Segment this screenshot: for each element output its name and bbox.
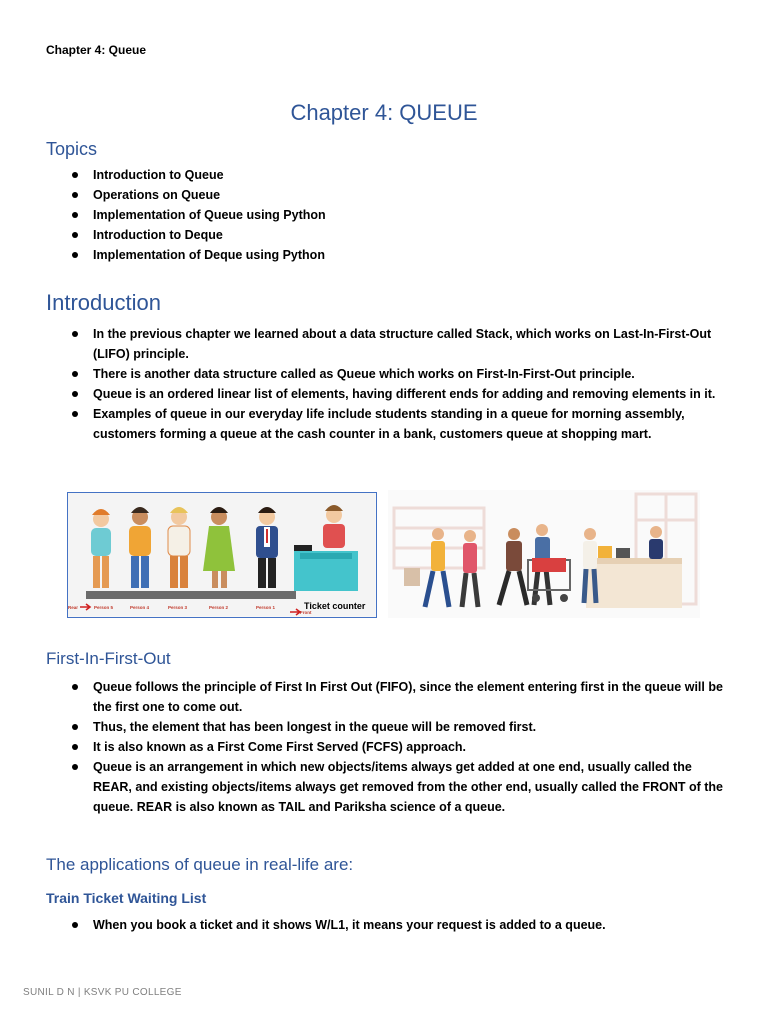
list-item: Examples of queue in our everyday life include students standing in a queue for morning assembly, customers forming a queue at the cash counter in a bank, customers queue at shopping mart. [93, 404, 733, 444]
fifo-list [93, 677, 733, 817]
list-item: When you book a ticket and it shows W/L1, it means your request is added to a queue. [93, 915, 733, 935]
shopping-mart-queue-illustration [388, 490, 700, 618]
person-2-label: Person 2 [209, 605, 229, 610]
list-item: Introduction to Deque [93, 225, 733, 245]
list-item: It is also known as a First Come First Served (FCFS) approach. [93, 737, 733, 757]
page-header: Chapter 4: Queue [46, 43, 147, 57]
person-3-label: Person 3 [168, 605, 188, 610]
list-item: Implementation of Deque using Python [93, 245, 733, 265]
list-item: Queue follows the principle of First In First Out (FIFO), since the element entering first in the queue will be the first one to come out. [93, 677, 733, 717]
fifo-heading: First-In-First-Out [46, 649, 171, 668]
person-1-label: Person 1 [256, 605, 276, 610]
list-item: Implementation of Queue using Python [93, 205, 733, 225]
list-item: Queue is an arrangement in which new objects/items always get added at one end, usually called the REAR, and existing objects/items always get removed from the other end, usually called the FRONT of the queue. REAR is also known as TAIL and Pariksha science of a queue. [93, 757, 733, 817]
list-item: Thus, the element that has been longest in the queue will be removed first. [93, 717, 733, 737]
introduction-heading: Introduction [46, 290, 161, 315]
topics-heading: Topics [46, 139, 98, 159]
rear-label: Rear [68, 605, 79, 610]
page-footer: SUNIL D N | KSVK PU COLLEGE [23, 987, 182, 998]
ticket-counter-queue-illustration [67, 492, 377, 618]
train-ticket-subheading: Train Ticket Waiting List [46, 890, 207, 906]
person-4-label: Person 4 [130, 605, 150, 610]
applications-heading: The applications of queue in real-life are: [46, 855, 354, 874]
ticket-counter-label: Ticket counter [304, 601, 366, 611]
person-5-label: Person 5 [94, 605, 114, 610]
list-item: There is another data structure called as Queue which works on First-In-First-Out principle. [93, 364, 733, 384]
list-item: Introduction to Queue [93, 165, 733, 185]
applications-list [93, 915, 733, 935]
front-label: Front [300, 610, 312, 615]
introduction-list [93, 324, 733, 444]
list-item: In the previous chapter we learned about a data structure called Stack, which works on Last-In-First-Out (LIFO) principle. [93, 324, 733, 364]
list-item: Queue is an ordered linear list of elements, having different ends for adding and removing elements in it. [93, 384, 733, 404]
topics-list [93, 165, 733, 265]
list-item: Operations on Queue [93, 185, 733, 205]
chapter-title: Chapter 4: QUEUE [290, 100, 478, 125]
